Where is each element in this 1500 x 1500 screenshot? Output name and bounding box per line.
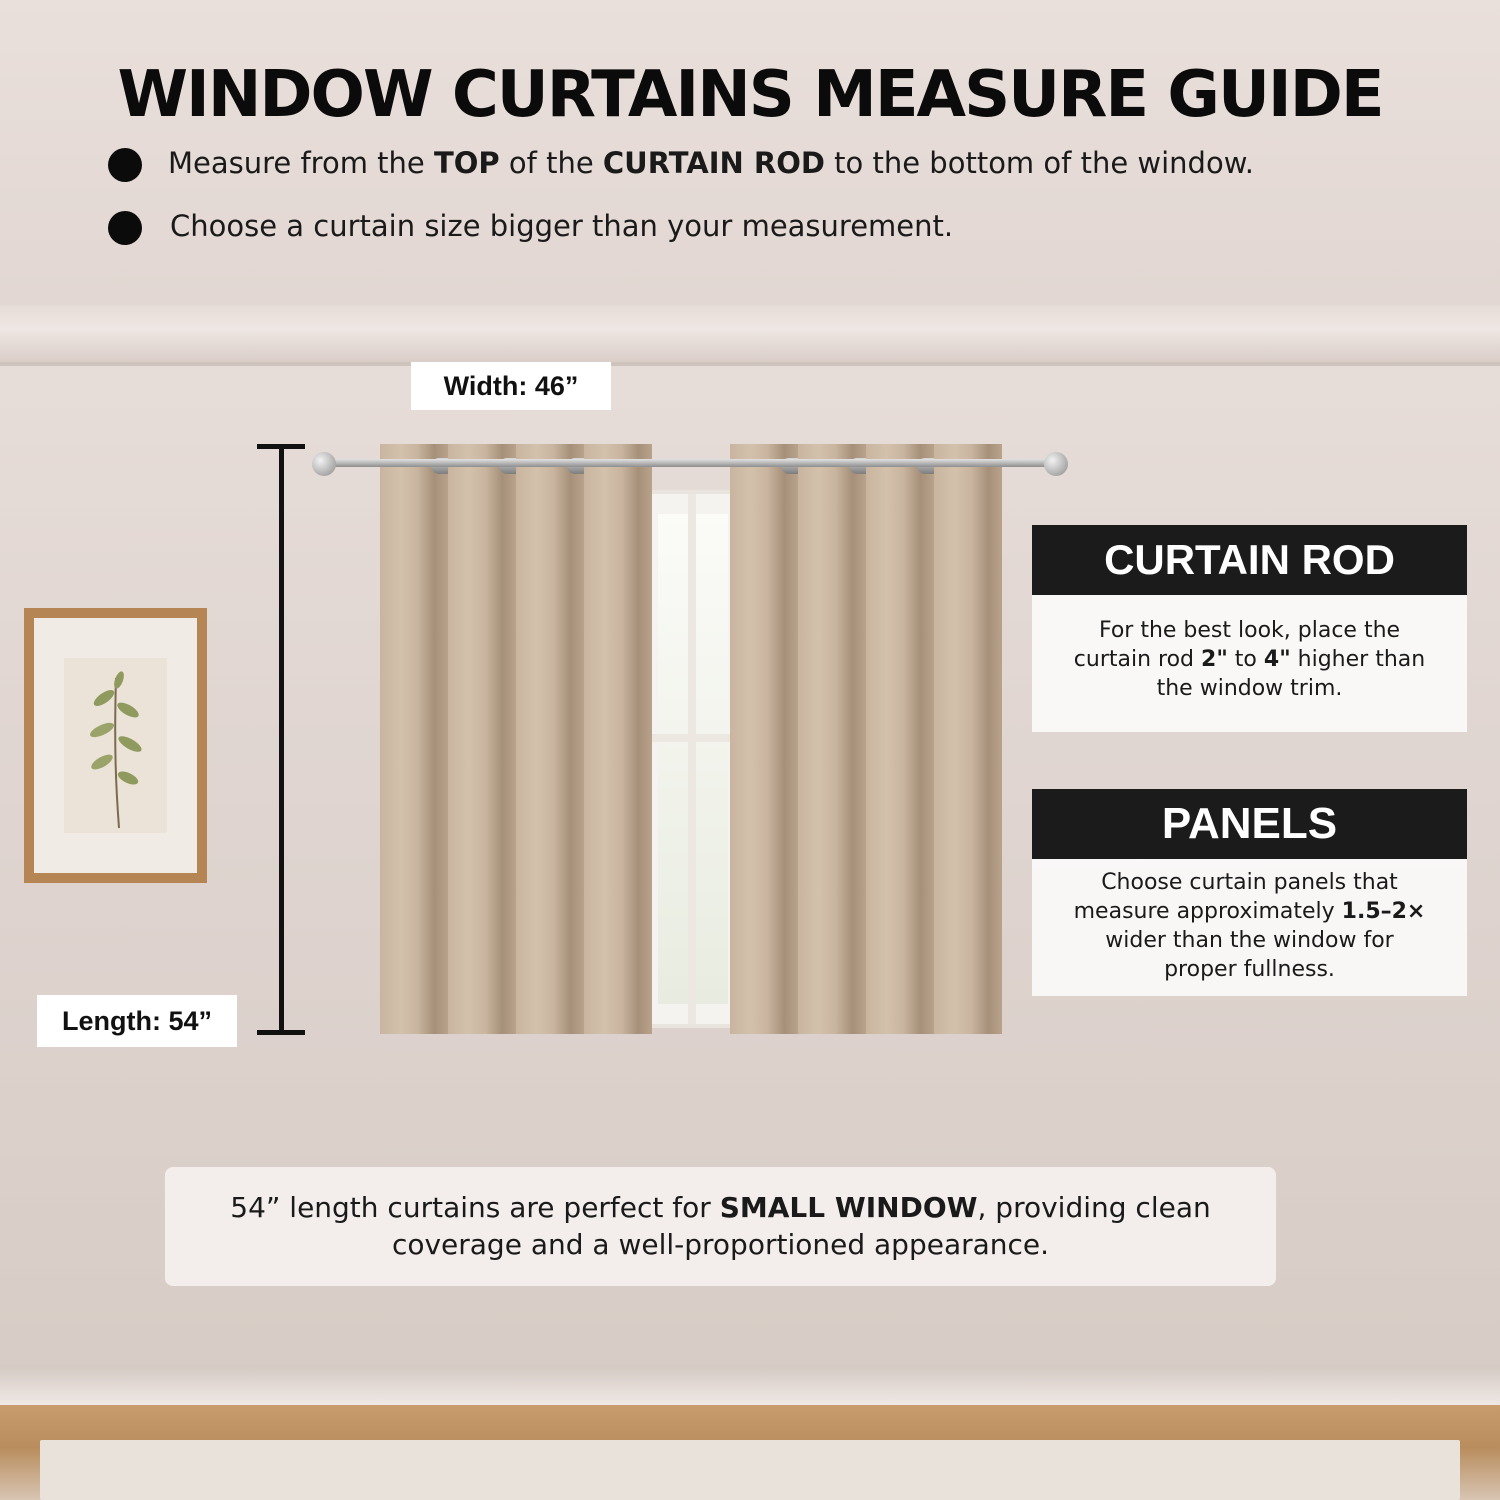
page-title: WINDOW CURTAINS MEASURE GUIDE xyxy=(117,58,1383,132)
window-rail xyxy=(650,734,736,742)
bullet-dot-icon xyxy=(108,211,142,245)
window-mullion xyxy=(688,494,696,1024)
curtain-rod-card xyxy=(1032,525,1467,732)
panels-card xyxy=(1032,789,1467,996)
framed-art xyxy=(24,608,207,883)
length-label: Length: 54” xyxy=(37,995,237,1047)
bullet-dot-icon xyxy=(108,148,142,182)
curtain-pleat xyxy=(866,444,934,1034)
window xyxy=(646,490,740,1028)
curtain-pleat xyxy=(380,444,448,1034)
bullet-text: Measure from the TOP of the CURTAIN ROD to the bottom of the window. xyxy=(168,146,1254,180)
curtain-pleat xyxy=(730,444,798,1034)
leaf-branch-icon xyxy=(64,658,167,833)
curtain-pleat xyxy=(516,444,584,1034)
frame-mat xyxy=(64,658,167,833)
length-note-box: 54” length curtains are perfect for SMALL WINDOW, providing clean coverage and a well-proportioned appearance. xyxy=(165,1167,1276,1286)
rug xyxy=(40,1440,1460,1500)
length-measure-line xyxy=(279,446,284,1034)
rod-finial-right xyxy=(1044,452,1068,476)
width-label: Width: 46” xyxy=(411,362,611,410)
curtain-rod-card-body: For the best look, place the curtain rod 2" to 4" higher than the window trim. xyxy=(1073,618,1426,701)
bullet-item-choose xyxy=(108,209,1408,249)
curtain-rod xyxy=(320,459,1060,467)
curtain-pleat xyxy=(448,444,516,1034)
curtain-panel-right xyxy=(730,444,1002,1034)
panels-card-heading: PANELS xyxy=(1032,789,1467,859)
baseboard xyxy=(0,1365,1500,1405)
bullet-item-measure xyxy=(108,146,1408,186)
curtain-pleat xyxy=(934,444,1002,1034)
curtain-pleat xyxy=(798,444,866,1034)
curtain-pleat xyxy=(584,444,652,1034)
crown-molding xyxy=(0,305,1500,365)
measure-cap-bottom xyxy=(257,1030,305,1035)
rod-finial-left xyxy=(312,452,336,476)
bullet-text: Choose a curtain size bigger than your measurement. xyxy=(170,209,954,243)
panels-card-body: Choose curtain panels that measure approximately 1.5–2× wider than the window for proper fullness. xyxy=(1073,870,1426,982)
frame-mat-outer xyxy=(34,618,197,873)
crown-molding-edge xyxy=(0,362,1500,366)
curtain-panel-left xyxy=(380,444,652,1034)
curtain-rod-card-heading: CURTAIN ROD xyxy=(1032,525,1467,595)
